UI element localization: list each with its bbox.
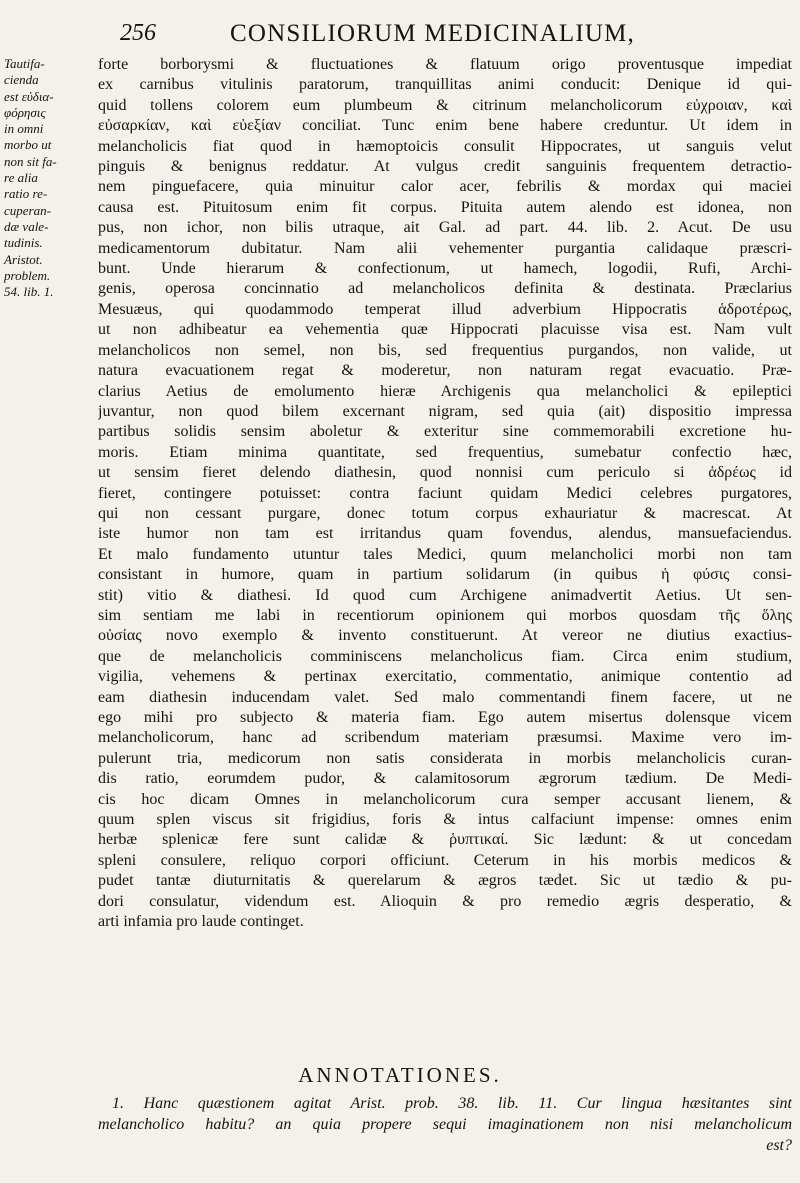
text-line: sim sentiam me labi in recentiorum opinionem qui morbos quosdam τῆς ὅλης [98, 606, 792, 624]
text-line: consistant in humore, quam in partium solidarum (in quibus ἡ φύσις consi- [98, 566, 792, 584]
annotation-line: melancholico habitu? an quia propere sequi imaginationem non nisi melancholicum [98, 1116, 792, 1133]
text-line: herbæ splenicæ fere sunt calidæ & ῥυπτικαί. Sic lædunt: & ut concedam [98, 831, 792, 849]
marginal-note-line: Aristot. [4, 251, 43, 267]
main-text-block [98, 55, 792, 932]
annotations-heading: ANNOTATIONES. [298, 1063, 502, 1087]
text-line: melancholicorum, hanc ad scribendum materiam præsumsi. Maxime vero im- [98, 729, 792, 747]
marginal-note-line: problem. [4, 267, 51, 283]
text-line: quum splen viscus sit frigidius, foris & intus calfaciunt impense: omnes enim [98, 811, 792, 829]
annotations-block [98, 1093, 792, 1156]
text-line: vigilia, vehemens & pertinax exercitatio, commentatio, animique contentio ad [98, 668, 792, 686]
marginal-note-line: ratio re- [4, 186, 48, 202]
page-header [120, 18, 780, 54]
text-line: que de melancholicis comminiscens melancholicus fiam. Circa enim studium, [98, 647, 792, 665]
text-line: fieret, contingere potuisset: contra faciunt quidam Medici celebres purgatores, [98, 484, 792, 502]
text-line: pus, non ichor, non bilis utraque, ait Gal. ad part. 44. lib. 2. Acut. De usu [98, 219, 792, 237]
marginal-note-line: in omni [4, 121, 44, 137]
text-line: qui non cessant purgare, donec totum corpus exhauriatur & macrescat. At [98, 504, 792, 522]
text-line: εὐσαρκίαν, καὶ εὐεξίαν conciliat. Tunc enim bene habere creduntur. Ut idem in [98, 117, 792, 135]
running-title: CONSILIORUM MEDICINALIUM, [230, 20, 635, 47]
text-line: melancholicos non semel, non bis, sed frequentius purgandos, non valide, ut [98, 341, 792, 359]
text-line: pulerunt tria, medicorum non satis considerata in morbis melancholicis curan- [98, 749, 792, 767]
text-line: οὐσίας novo exemplo & invento constituerunt. At vereor ne diutius exactius- [98, 627, 792, 645]
text-line: partibus solidis sensim aboletur & exteritur sine commemorabili excretione hu- [98, 423, 792, 441]
text-line: ut sensim fieret delendo diathesin, quod nonnisi cum periculo si ἁδρέως id [98, 464, 792, 482]
marginal-note-line: Tautifa- [4, 56, 45, 71]
text-line: stit) vitio & diathesi. Id quod cum Archigene animadvertit Aetius. Ut sen- [98, 586, 792, 604]
annotation-line: 1. Hanc quæstionem agitat Arist. prob. 38. lib. 11. Cur lingua hæsitantes sint [112, 1095, 792, 1112]
text-line: moris. Etiam minima quantitate, sed frequentius, sumebatur confectio hæc, [98, 443, 792, 461]
marginal-note-line: est εὐδια- [4, 88, 54, 104]
marginal-note-line: 54. lib. 1. [4, 284, 54, 300]
text-line: natura evacuationem regat & moderetur, non naturam regat evacuatio. Præ- [98, 362, 792, 380]
text-line: causa est. Pituitosum enim fit corpus. Pituita autem alendo est idonea, non [98, 198, 792, 216]
text-line: pinguis & benignus reddatur. At vulgus credit sanguinis frequentem detractio- [98, 158, 792, 176]
text-line: ut non adhibeatur ea vehementia quæ Hippocrati placuisse visa est. Nam vult [98, 321, 792, 339]
marginal-note-line: cienda [4, 72, 39, 88]
text-line: melancholicis fiat quod in hæmoptoicis consulit Hippocrates, ut sanguis velut [98, 137, 792, 155]
text-line: nem pinguefacere, quia minuitur calor acer, febrilis & mordax qui maciei [98, 178, 792, 196]
text-line: spleni consulere, reliquo corpori officiunt. Ceterum in his morbis medicos & [98, 851, 792, 869]
marginal-note-line: φόρησις [4, 104, 46, 120]
text-line: eam diathesin inducendam valet. Sed malo commentandi finem facere, ut ne [98, 688, 792, 706]
text-line: Et malo fundamento utuntur tales Medici, quum melancholici morbi non tam [98, 545, 792, 563]
marginal-note-line: cuperan- [4, 202, 51, 218]
text-line: clarius Aetius de emolumento hieræ Archigenis qua melancholici & epileptici [98, 382, 792, 400]
text-line: ego mihi pro subjecto & materia fiam. Ego autem misertus dolensque vicem [98, 709, 792, 726]
marginal-note-line: tudinis. [4, 235, 43, 251]
text-line: Mesuæus, qui quodammodo temperat illud adverbium Hippocratis ἁδροτέρως, [98, 300, 792, 318]
marginal-note [4, 56, 92, 300]
annotation-line: est? [766, 1137, 792, 1154]
text-line: dis ratio, eorumdem pudor, & calamitosorum ægrorum tædium. De Medi- [98, 770, 792, 788]
marginal-note-line: re alia [4, 170, 38, 186]
text-line: cis hoc dicam Omnes in melancholicorum cura semper accusant lienem, & [98, 790, 792, 808]
text-line: forte borborysmi & fluctuationes & flatuum origo proventusque impediat [98, 56, 792, 73]
text-line: pudet tantæ diuturnitatis & querelarum & ægros tædet. Sic ut tædio & pu- [98, 872, 792, 890]
text-line: medicamentorum dubitatur. Nam alii vehementer purgantia calidaque præscri- [98, 239, 792, 257]
text-line: arti infamia pro laude continget. [98, 913, 304, 931]
marginal-note-line: morbo ut [4, 137, 52, 153]
text-line: iste humor non tam est irritandus quam fovendus, alendus, mansuefaciendus. [98, 525, 792, 543]
page-number: 256 [120, 20, 156, 46]
text-line: dori consulatur, videndum est. Alioquin & pro remedio ægris desperatio, & [98, 892, 792, 910]
text-line: ex carnibus vitulinis paratorum, tranquillitas animi conducit: Denique id qui- [98, 76, 792, 94]
marginal-note-line: non sit fa- [4, 153, 57, 169]
text-line: quid tollens colorem eum plumbeum & citrinum melancholicorum εὐχροιαν, καὶ [98, 96, 792, 114]
text-line: genis, operosa concinnatio ad melancholicos definita & destinata. Præclarius [98, 280, 792, 298]
text-line: bunt. Unde hierarum & confectionum, ut hamech, logodii, Rufi, Archi- [98, 260, 792, 278]
marginal-note-line: dæ vale- [4, 218, 49, 234]
text-line: juvantur, non quod bilem excernant nigram, sed quia (ait) dispositio impressa [98, 402, 792, 420]
